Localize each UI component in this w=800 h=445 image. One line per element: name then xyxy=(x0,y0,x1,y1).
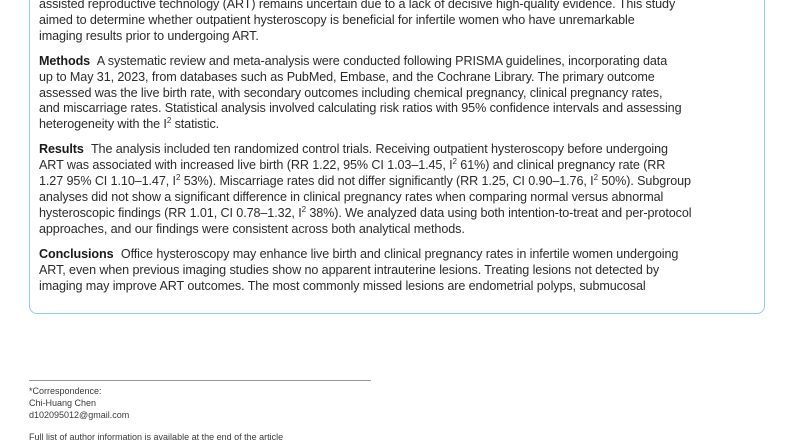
results-line-6: approaches, and our findings were consistent across both analytical methods. xyxy=(39,221,465,236)
results-line-1: The analysis included ten randomized control trials. Receiving outpatient hysteroscopy before undergoing xyxy=(90,142,668,157)
abstract-methods-paragraph xyxy=(39,54,744,134)
author-email: d102095012@gmail.com xyxy=(29,410,130,420)
author-info-note: Full list of author information is available at the end of the article xyxy=(29,432,284,442)
abstract-conclusions-paragraph xyxy=(39,247,744,295)
results-line-2a: ART was associated with increased live birth (RR 1.22, 95% CI 1.03–1.45, I xyxy=(39,158,453,173)
superscript: 2 xyxy=(301,204,306,214)
methods-line-1: A systematic review and meta-analysis were conducted following PRISMA guidelines, incorporating data xyxy=(96,53,668,68)
methods-line-4: and miscarriage rates. Statistical analysis involved calculating risk ratios with 95% confidence intervals and assessing xyxy=(39,101,682,116)
abstract-results-paragraph xyxy=(39,142,744,237)
superscript: 2 xyxy=(593,172,598,182)
results-line-3a: 1.27 95% CI 1.10–1.47, I xyxy=(39,174,176,189)
methods-line-2: up to May 31, 2023, from databases such as PubMed, Embase, and the Cochrane Library. The primary outcome xyxy=(39,69,655,84)
conclusions-line-2: ART, even when previous imaging studies show no apparent intrauterine lesions. Treating lesions not detected by xyxy=(39,262,660,277)
author-name: Chi-Huang Chen xyxy=(29,398,97,408)
correspondence-block xyxy=(29,385,129,421)
results-line-5b: 38%). We analyzed data using both intention-to-treat and per-protocol xyxy=(305,205,692,220)
conclusions-line-3: imaging may improve ART outcomes. The most commonly missed lesions are endometrial polyps, submucosal xyxy=(39,278,646,293)
superscript: 2 xyxy=(166,116,172,126)
results-line-3c: 50%). Subgroup xyxy=(597,174,691,189)
footnote-divider xyxy=(29,380,371,381)
methods-line-5-pre: heterogeneity with the I xyxy=(39,117,167,132)
abstract-background-paragraph xyxy=(39,0,744,45)
results-line-5a: hysteroscopic findings (RR 1.01, CI 0.78–1.32, I xyxy=(39,205,302,220)
abstract-text xyxy=(39,0,744,294)
methods-line-5-post: statistic. xyxy=(171,117,220,132)
conclusions-heading: Conclusions xyxy=(39,246,114,261)
results-line-3b: 53%). Miscarriage rates did not differ significantly (RR 1.25, CI 0.90–1.76, I xyxy=(180,174,594,189)
results-heading: Results xyxy=(39,142,84,157)
results-line-2b: 61%) and clinical pregnancy rate (RR xyxy=(456,158,666,173)
abstract-box xyxy=(29,0,765,314)
background-line-2: aimed to determine whether outpatient hysteroscopy is beneficial for infertile women who have unremarkable xyxy=(39,12,635,27)
superscript: 2 xyxy=(175,172,181,182)
background-line-3: imaging results prior to undergoing ART. xyxy=(39,28,259,43)
superscript: 2 xyxy=(452,156,457,166)
methods-line-3: assessed was the live birth rate, with secondary outcomes including chemical pregnancy, clinical pregnancy rates, xyxy=(39,85,663,100)
results-line-4: analyses did not show a significant difference in clinical pregnancy rates when comparing normal versus abnormal xyxy=(39,189,664,204)
methods-heading: Methods xyxy=(39,53,91,68)
correspondence-label: *Correspondence: xyxy=(29,386,102,396)
conclusions-line-1: Office hysteroscopy may enhance live birth and clinical pregnancy rates in infertile women undergoing xyxy=(120,246,679,261)
background-line-1: assisted reproductive technology (ART) remains uncertain due to a lack of decisive high-quality evidence. This study xyxy=(39,0,676,11)
